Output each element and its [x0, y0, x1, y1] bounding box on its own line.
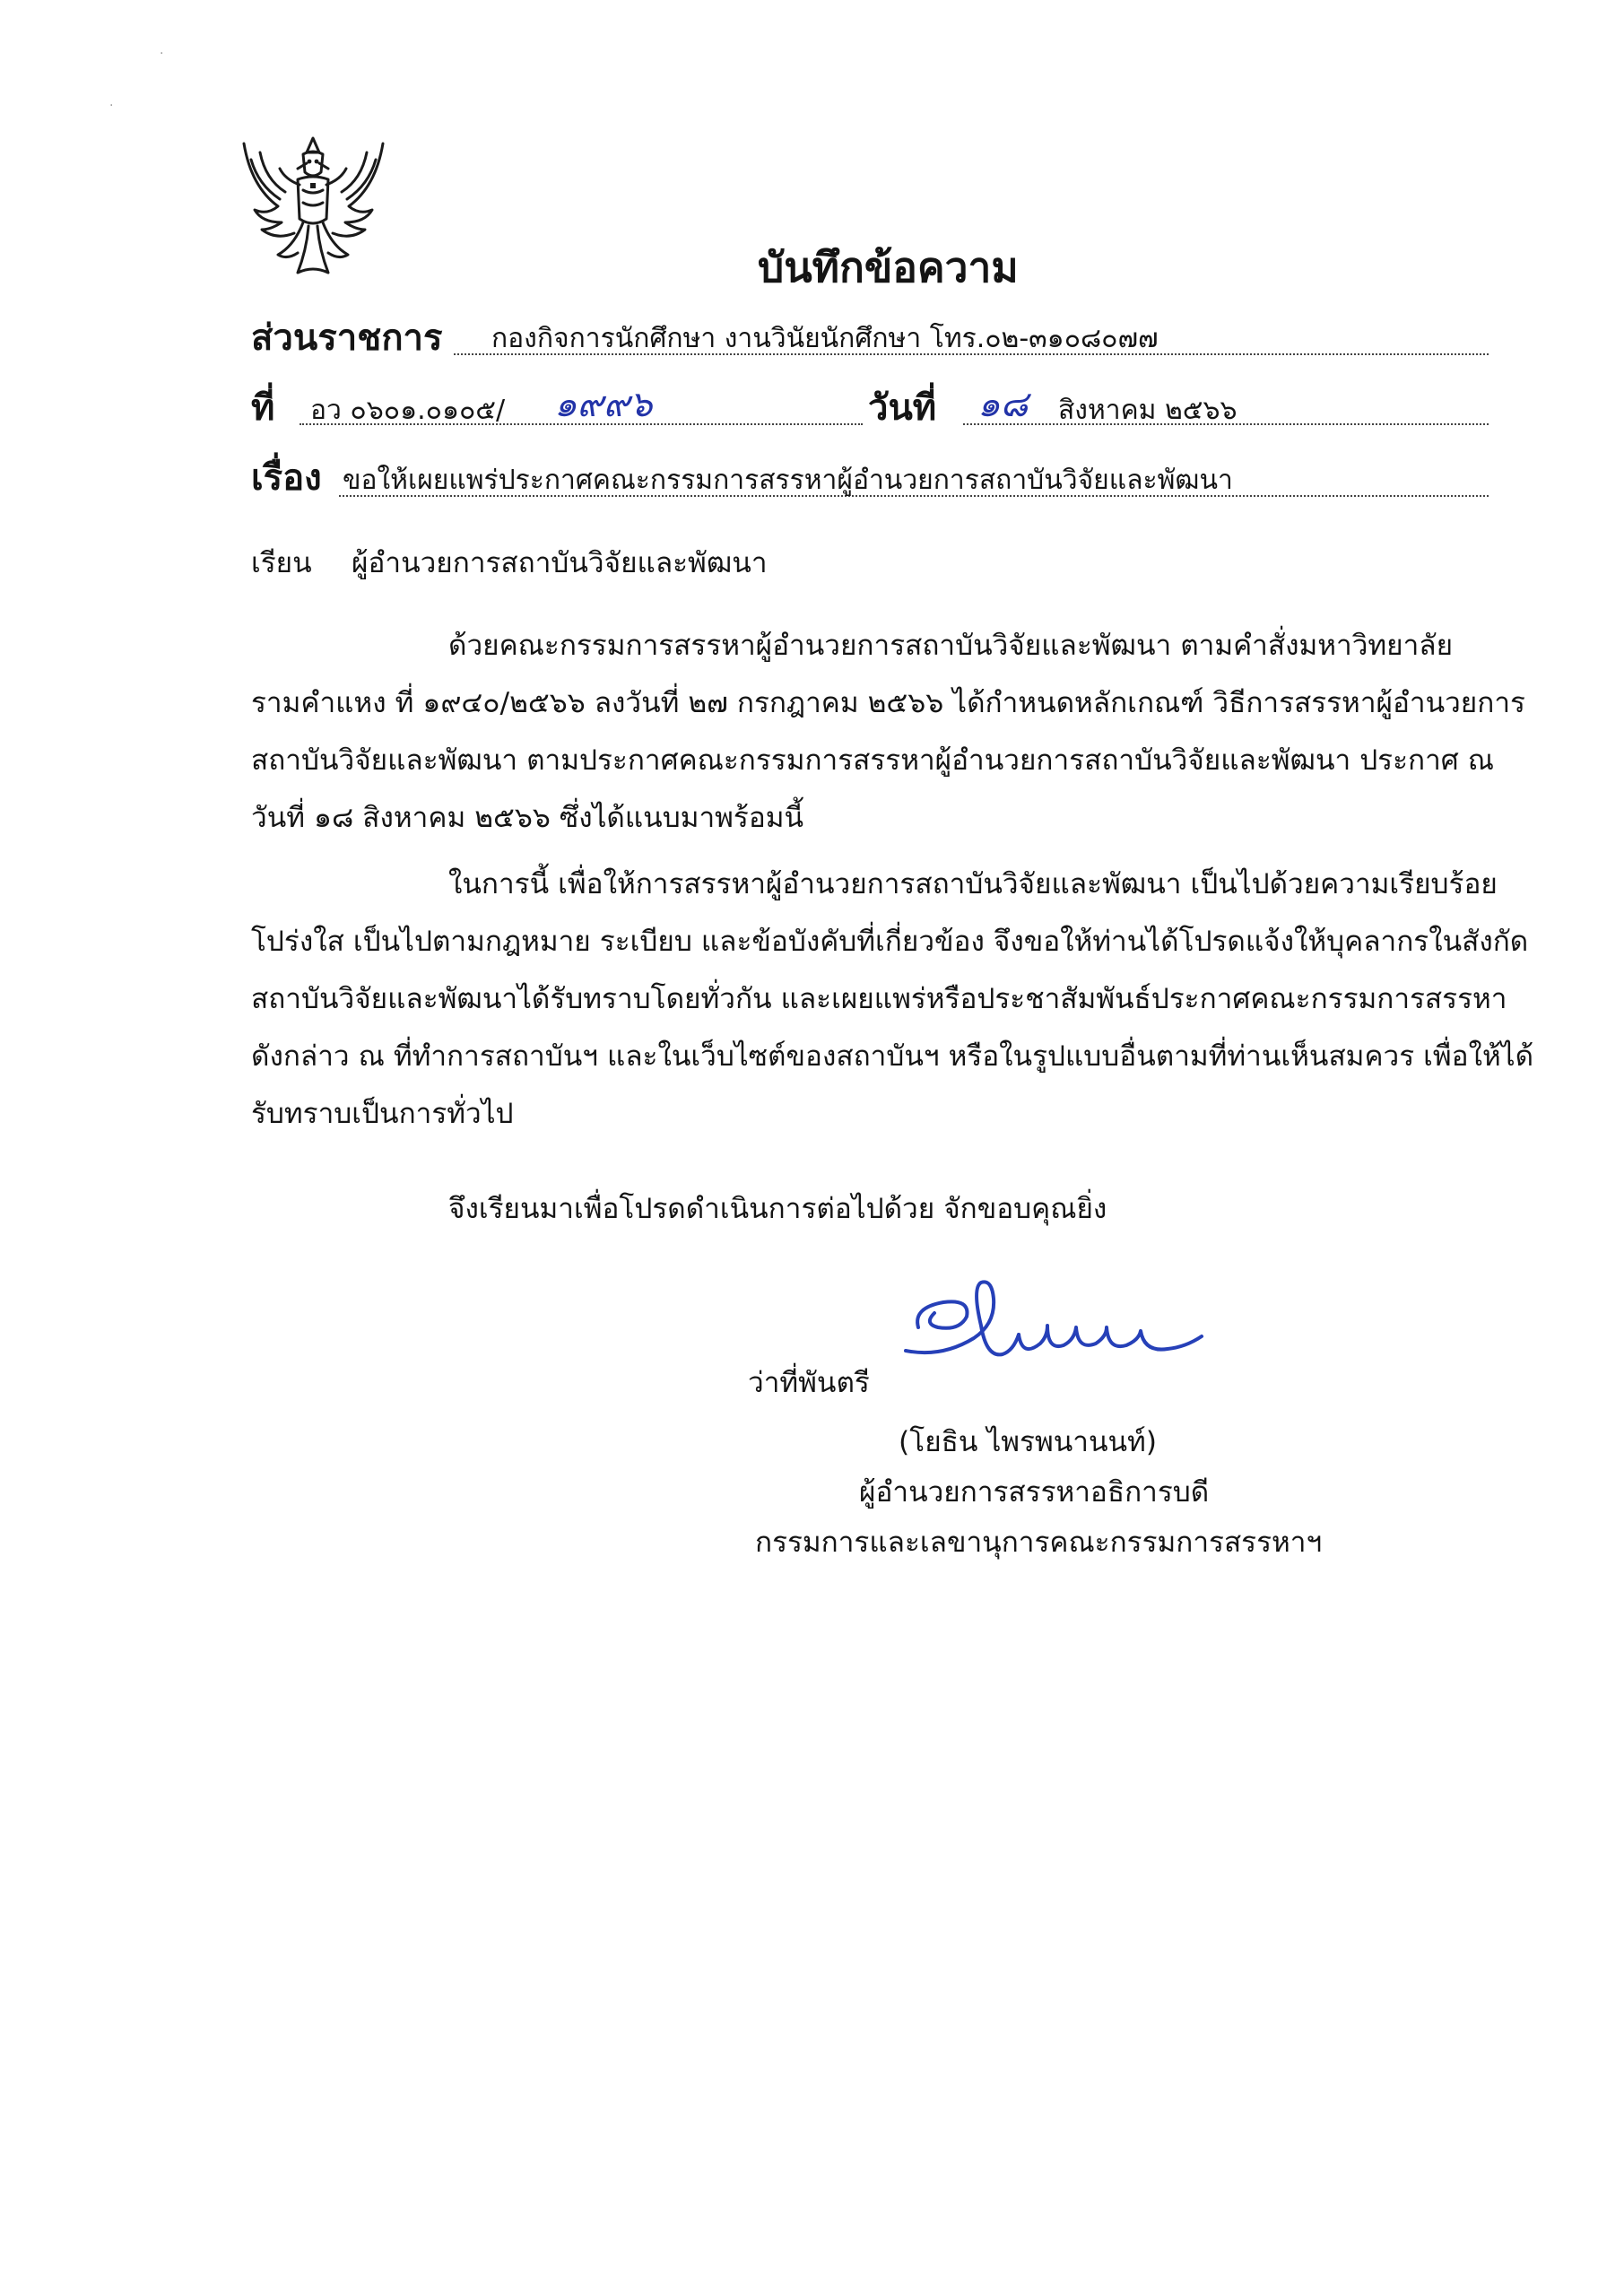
date-month-year: สิงหาคม ๒๕๖๖ [1058, 395, 1238, 426]
subject-label: เรื่อง [251, 457, 322, 499]
number-label: ที่ [251, 387, 275, 429]
paragraph-2-line: โปร่งใส เป็นไปตามกฎหมาย ระเบียบ และข้อบังคับที่เกี่ยวข้อง จึงขอให้ท่านได้โปรดแจ้งให้บุคลากรในสังกัด [251, 926, 1529, 958]
closing-line: จึงเรียนมาเพื่อโปรดดำเนินการต่อไปด้วย จักขอบคุณยิ่ง [448, 1193, 1107, 1225]
number-prefix: อว ๐๖๐๑.๐๑๐๕/ [310, 395, 506, 426]
date-label: วันที่ [868, 387, 937, 429]
paragraph-1-line: รามคำแหง ที่ ๑๙๔๐/๒๕๖๖ ลงวันที่ ๒๗ กรกฎาคม ๒๕๖๖ ได้กำหนดหลักเกณฑ์ วิธีการสรรหาผู้อำนวยการ [251, 687, 1525, 719]
department-value: กองกิจการนักศึกษา งานวินัยนักศึกษา โทร.๐๒-๓๑๐๘๐๗๗ [491, 323, 1159, 354]
signatory-position-2: กรรมการและเลขานุการคณะกรรมการสรรหาฯ [755, 1526, 1323, 1559]
paragraph-1-line: ด้วยคณะกรรมการสรรหาผู้อำนวยการสถาบันวิจัยและพัฒนา ตามคำสั่งมหาวิทยาลัย [448, 630, 1454, 662]
paragraph-2-line: รับทราบเป็นการทั่วไป [251, 1098, 514, 1130]
paragraph-2-line: ดังกล่าว ณ ที่ทำการสถาบันฯ และในเว็บไซต์ของสถาบันฯ หรือในรูปแบบอื่นตามที่ท่านเห็นสมควร เพื่อให้ได้ [251, 1040, 1534, 1073]
signatory-position-1: ผู้อำนวยการสรรหาอธิการบดี [859, 1476, 1210, 1509]
date-day-handwritten: ๑๘ [977, 384, 1029, 425]
salutation-label: เรียน [251, 547, 312, 579]
document-title: บันทึกข้อความ [758, 243, 1019, 291]
paragraph-1-line: วันที่ ๑๘ สิงหาคม ๒๕๖๖ ซึ่งได้แนบมาพร้อมนี้ [251, 802, 804, 834]
paragraph-1-line: สถาบันวิจัยและพัฒนา ตามประกาศคณะกรรมการสรรหาผู้อำนวยการสถาบันวิจัยและพัฒนา ประกาศ ณ [251, 744, 1495, 777]
scan-speck: · [109, 99, 114, 113]
subject-value: ขอให้เผยแพร่ประกาศคณะกรรมการสรรหาผู้อำนวยการสถาบันวิจัยและพัฒนา [343, 465, 1233, 496]
paragraph-2-line: สถาบันวิจัยและพัฒนาได้รับทราบโดยทั่วกัน และเผยแพร่หรือประชาสัมพันธ์ประกาศคณะกรรมการสรรหา [251, 983, 1507, 1015]
number-handwritten: ๑๙๙๖ [554, 384, 653, 425]
signatory-name: (โยธิน ไพรพนานนท์) [899, 1426, 1158, 1458]
signatory-rank: ว่าที่พันตรี [748, 1367, 870, 1399]
garuda-emblem-icon [235, 133, 392, 278]
department-label: ส่วนราชการ [251, 317, 443, 359]
salutation-value: ผู้อำนวยการสถาบันวิจัยและพัฒนา [352, 547, 768, 579]
paragraph-2-line: ในการนี้ เพื่อให้การสรรหาผู้อำนวยการสถาบันวิจัยและพัฒนา เป็นไปด้วยความเรียบร้อย [448, 868, 1498, 900]
scan-speck: · [160, 47, 164, 61]
handwritten-signature [888, 1272, 1220, 1406]
